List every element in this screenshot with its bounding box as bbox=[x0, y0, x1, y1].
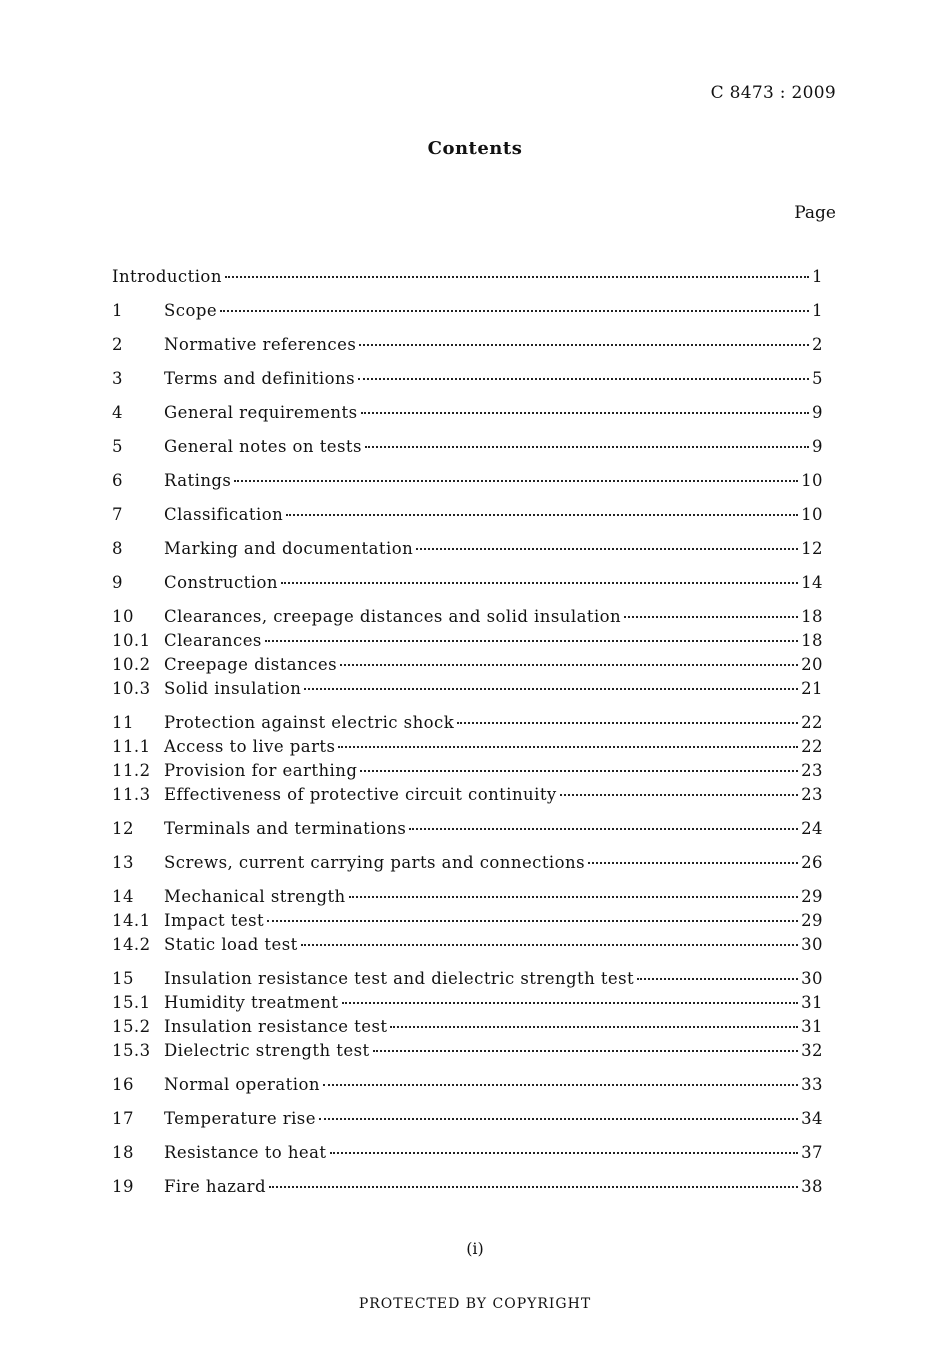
dot-leader bbox=[361, 412, 810, 414]
toc-entry-title: General requirements bbox=[164, 403, 358, 422]
dot-leader bbox=[409, 828, 798, 830]
toc-entry[interactable] bbox=[112, 265, 823, 289]
dot-leader bbox=[234, 480, 798, 482]
dot-leader bbox=[319, 1118, 798, 1120]
dot-leader bbox=[301, 944, 798, 946]
dot-leader bbox=[457, 722, 798, 724]
dot-leader bbox=[286, 514, 798, 516]
toc-entry-title: Introduction bbox=[112, 267, 222, 286]
toc-entry[interactable] bbox=[112, 367, 823, 391]
toc-entry-title: Effectiveness of protective circuit continuity bbox=[164, 785, 557, 804]
toc-entry-title: Resistance to heat bbox=[164, 1143, 327, 1162]
toc-entry-number: 5 bbox=[112, 437, 123, 456]
toc-entry[interactable] bbox=[112, 885, 823, 909]
toc-entry-title: Scope bbox=[164, 301, 218, 320]
toc-entry-title: Screws, current carrying parts and connections bbox=[164, 853, 586, 872]
toc-entry-number: 11.1 bbox=[112, 737, 151, 756]
table-of-contents bbox=[112, 265, 823, 1199]
toc-entry-page: 10 bbox=[801, 505, 823, 524]
toc-entry-page: 10 bbox=[801, 471, 823, 490]
toc-entry-title: Marking and documentation bbox=[164, 539, 414, 558]
toc-entry-page: 31 bbox=[801, 1017, 823, 1036]
toc-entry-page: 23 bbox=[801, 761, 823, 780]
toc-entry-number: 6 bbox=[112, 471, 123, 490]
toc-entry[interactable] bbox=[112, 991, 823, 1015]
toc-entry-number: 4 bbox=[112, 403, 123, 422]
toc-entry-title: Temperature rise bbox=[164, 1109, 316, 1128]
dot-leader bbox=[323, 1084, 798, 1086]
toc-entry-title: Normative references bbox=[164, 335, 357, 354]
toc-entry-title: Normal operation bbox=[164, 1075, 320, 1094]
toc-entry-page: 24 bbox=[801, 819, 823, 838]
dot-leader bbox=[269, 1186, 798, 1188]
toc-entry-title: Static load test bbox=[164, 935, 298, 954]
toc-entry-number: 8 bbox=[112, 539, 123, 558]
toc-entry[interactable] bbox=[112, 605, 823, 629]
toc-entry-number: 16 bbox=[112, 1075, 134, 1094]
toc-entry-page: 29 bbox=[801, 887, 823, 906]
toc-entry-title: Insulation resistance test bbox=[164, 1017, 388, 1036]
toc-entry[interactable] bbox=[112, 469, 823, 493]
toc-entry-page: 1 bbox=[812, 301, 823, 320]
toc-entry-page: 26 bbox=[801, 853, 823, 872]
toc-entry-number: 3 bbox=[112, 369, 123, 388]
dot-leader bbox=[342, 1002, 799, 1004]
toc-entry-page: 30 bbox=[801, 935, 823, 954]
toc-entry[interactable] bbox=[112, 711, 823, 735]
page-folio: (i) bbox=[466, 1239, 484, 1258]
toc-entry-title: Impact test bbox=[164, 911, 265, 930]
toc-entry-number: 11.2 bbox=[112, 761, 151, 780]
toc-entry-title: General notes on tests bbox=[164, 437, 362, 456]
toc-entry[interactable] bbox=[112, 1039, 823, 1063]
toc-entry-number: 9 bbox=[112, 573, 123, 592]
toc-entry-page: 33 bbox=[801, 1075, 823, 1094]
page-title: Contents bbox=[427, 138, 523, 159]
toc-entry-title: Provision for earthing bbox=[164, 761, 358, 780]
toc-entry-page: 32 bbox=[801, 1041, 823, 1060]
standard-number: C 8473 : 2009 bbox=[710, 83, 836, 103]
dot-leader bbox=[365, 446, 809, 448]
toc-entry-page: 22 bbox=[801, 737, 823, 756]
toc-entry[interactable] bbox=[112, 1015, 823, 1039]
toc-entry-number: 15.1 bbox=[112, 993, 151, 1012]
toc-entry[interactable] bbox=[112, 783, 823, 807]
dot-leader bbox=[588, 862, 798, 864]
dot-leader bbox=[265, 640, 798, 642]
dot-leader bbox=[349, 896, 798, 898]
toc-entry-number: 2 bbox=[112, 335, 123, 354]
toc-entry[interactable] bbox=[112, 571, 823, 595]
dot-leader bbox=[359, 344, 809, 346]
toc-entry-number: 15.2 bbox=[112, 1017, 151, 1036]
toc-entry-number: 11.3 bbox=[112, 785, 151, 804]
toc-entry[interactable] bbox=[112, 629, 823, 653]
toc-entry-page: 22 bbox=[801, 713, 823, 732]
dot-leader bbox=[267, 920, 798, 922]
toc-entry-page: 20 bbox=[801, 655, 823, 674]
dot-leader bbox=[373, 1050, 799, 1052]
toc-entry[interactable] bbox=[112, 1141, 823, 1165]
toc-entry[interactable] bbox=[112, 967, 823, 991]
toc-entry-number: 15.3 bbox=[112, 1041, 151, 1060]
toc-entry-page: 2 bbox=[812, 335, 823, 354]
dot-leader bbox=[560, 794, 798, 796]
dot-leader bbox=[358, 378, 809, 380]
toc-entry-page: 21 bbox=[801, 679, 823, 698]
toc-entry[interactable] bbox=[112, 677, 823, 701]
toc-entry[interactable] bbox=[112, 817, 823, 841]
toc-entry-page: 12 bbox=[801, 539, 823, 558]
toc-entry-title: Classification bbox=[164, 505, 284, 524]
toc-entry-page: 34 bbox=[801, 1109, 823, 1128]
dot-leader bbox=[330, 1152, 799, 1154]
dot-leader bbox=[220, 310, 809, 312]
page-column-label: Page bbox=[794, 203, 836, 223]
toc-entry[interactable] bbox=[112, 653, 823, 677]
toc-entry-number: 13 bbox=[112, 853, 134, 872]
toc-entry-title: Construction bbox=[164, 573, 278, 592]
toc-entry[interactable] bbox=[112, 503, 823, 527]
toc-entry-page: 1 bbox=[812, 267, 823, 286]
toc-entry[interactable] bbox=[112, 401, 823, 425]
toc-entry[interactable] bbox=[112, 299, 823, 323]
toc-entry[interactable] bbox=[112, 1175, 823, 1199]
toc-entry-page: 23 bbox=[801, 785, 823, 804]
toc-entry[interactable] bbox=[112, 933, 823, 957]
toc-entry-page: 38 bbox=[801, 1177, 823, 1196]
toc-entry[interactable] bbox=[112, 909, 823, 933]
dot-leader bbox=[390, 1026, 798, 1028]
toc-entry-number: 10.2 bbox=[112, 655, 151, 674]
toc-entry-title: Access to live parts bbox=[164, 737, 336, 756]
dot-leader bbox=[416, 548, 798, 550]
toc-entry-number: 14 bbox=[112, 887, 134, 906]
dot-leader bbox=[304, 688, 798, 690]
toc-entry-number: 10.3 bbox=[112, 679, 151, 698]
toc-entry-number: 7 bbox=[112, 505, 123, 524]
toc-entry-number: 15 bbox=[112, 969, 134, 988]
toc-entry[interactable] bbox=[112, 851, 823, 875]
toc-entry-page: 30 bbox=[801, 969, 823, 988]
toc-entry-page: 5 bbox=[812, 369, 823, 388]
toc-entry[interactable] bbox=[112, 1073, 823, 1097]
toc-entry-number: 10.1 bbox=[112, 631, 151, 650]
toc-entry-title: Clearances, creepage distances and solid insulation bbox=[164, 607, 622, 626]
toc-entry-number: 12 bbox=[112, 819, 134, 838]
dot-leader bbox=[624, 616, 798, 618]
toc-entry-title: Solid insulation bbox=[164, 679, 302, 698]
dot-leader bbox=[225, 276, 809, 278]
toc-entry-title: Creepage distances bbox=[164, 655, 337, 674]
toc-entry-title: Terminals and terminations bbox=[164, 819, 407, 838]
toc-entry-title: Clearances bbox=[164, 631, 262, 650]
toc-entry-page: 29 bbox=[801, 911, 823, 930]
toc-entry-title: Insulation resistance test and dielectric strength test bbox=[164, 969, 635, 988]
toc-entry-number: 14.2 bbox=[112, 935, 151, 954]
toc-entry-page: 31 bbox=[801, 993, 823, 1012]
dot-leader bbox=[637, 978, 798, 980]
toc-entry[interactable] bbox=[112, 435, 823, 459]
dot-leader bbox=[338, 746, 798, 748]
toc-entry-title: Terms and definitions bbox=[164, 369, 356, 388]
copyright-notice: PROTECTED BY COPYRIGHT bbox=[358, 1296, 592, 1312]
toc-entry-title: Dielectric strength test bbox=[164, 1041, 370, 1060]
toc-entry-page: 9 bbox=[812, 437, 823, 456]
toc-entry-page: 18 bbox=[801, 631, 823, 650]
dot-leader bbox=[340, 664, 798, 666]
toc-entry[interactable] bbox=[112, 537, 823, 561]
toc-entry[interactable] bbox=[112, 333, 823, 357]
dot-leader bbox=[360, 770, 798, 772]
toc-entry-title: Mechanical strength bbox=[164, 887, 346, 906]
toc-entry[interactable] bbox=[112, 1107, 823, 1131]
toc-entry-number: 17 bbox=[112, 1109, 134, 1128]
toc-entry-page: 37 bbox=[801, 1143, 823, 1162]
toc-entry-page: 14 bbox=[801, 573, 823, 592]
toc-entry-title: Fire hazard bbox=[164, 1177, 267, 1196]
toc-entry-title: Humidity treatment bbox=[164, 993, 339, 1012]
toc-entry-number: 10 bbox=[112, 607, 134, 626]
toc-entry-number: 19 bbox=[112, 1177, 134, 1196]
toc-entry-number: 1 bbox=[112, 301, 123, 320]
dot-leader bbox=[281, 582, 798, 584]
toc-entry-title: Ratings bbox=[164, 471, 232, 490]
toc-entry[interactable] bbox=[112, 735, 823, 759]
toc-entry[interactable] bbox=[112, 759, 823, 783]
toc-entry-title: Protection against electric shock bbox=[164, 713, 455, 732]
toc-entry-number: 11 bbox=[112, 713, 134, 732]
toc-entry-page: 18 bbox=[801, 607, 823, 626]
toc-entry-number: 14.1 bbox=[112, 911, 151, 930]
toc-entry-page: 9 bbox=[812, 403, 823, 422]
toc-entry-number: 18 bbox=[112, 1143, 134, 1162]
